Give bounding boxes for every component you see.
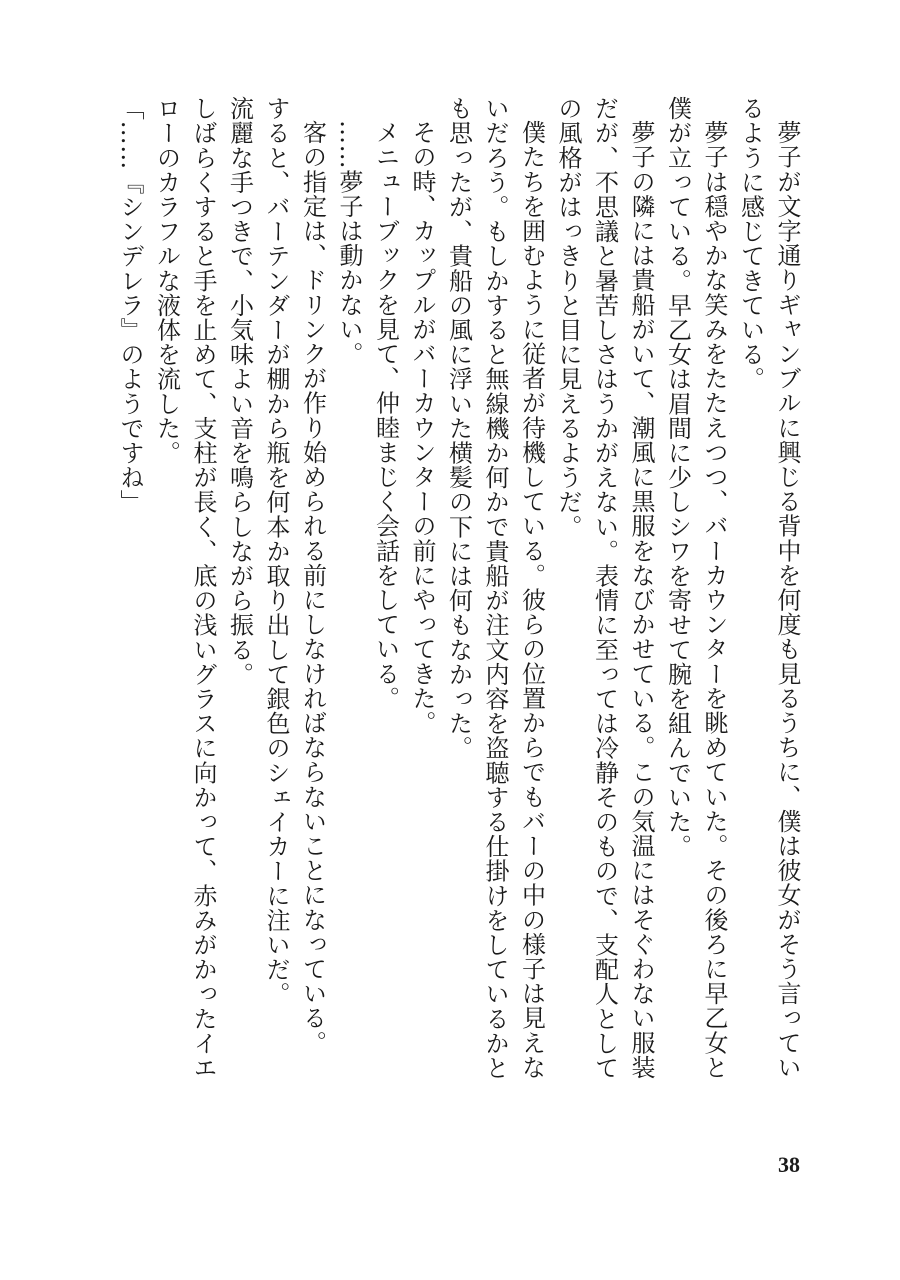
paragraph: しばらくすると手を止めて、支柱が長く、底の浅いグラスに向かって、赤みがかったイエローのカラフルな液体を流した。: [152, 96, 217, 1080]
paragraph: すると、バーテンダーが棚から瓶を何本か取り出して銀色のシェイカーに注いだ。: [262, 96, 290, 1007]
paragraph: 流麗な手つきで、小気味よい音を鳴らしながら振る。: [225, 96, 254, 687]
paragraph: 夢子の隣には貴船がいて、潮風に黒服をなびかせている。この気温にはそぐわない服装だが、不思議と暑苦しさはうかがえない。表情に至っては冷静そのもので、支配人としての風格がはっきりと目に見えるようだ。: [554, 96, 655, 1080]
paragraph: その時、カップルがバーカウンターの前にやってきた。: [408, 120, 436, 735]
paragraph: メニューブックを見て、仲睦まじく会話をしている。: [371, 120, 400, 711]
dialogue-line: 「……『シンデレラ』のようですね」: [116, 96, 144, 515]
page-number: 38: [778, 1152, 800, 1177]
paragraph: 僕たちを囲むように従者が待機している。彼らの位置からでもバーの中の様子は見えないだろう。もしかすると無線機か何かで貴船が注文内容を盗聴する仕掛けをしているかとも思ったが、貴船の風に浮いた横髪の下には何もなかった。: [444, 96, 546, 1080]
paragraph: 夢子が文字通りギャンブルに興じる背中を何度も見るうちに、僕は彼女がそう言っているように感じてきている。: [736, 96, 801, 1080]
paragraph: 夢子は穏やかな笑みをたたえつつ、バーカウンターを眺めていた。その後ろに早乙女と僕が立っている。早乙女は眉間に少しシワを寄せて腕を組んでいた。: [663, 96, 728, 1080]
paragraph: 客の指定は、ドリンクが作り始められる前にしなければならないことになっている。: [298, 120, 327, 1055]
vertical-text-body: [85, 96, 805, 1096]
paragraph: ……夢子は動かない。: [335, 120, 363, 366]
